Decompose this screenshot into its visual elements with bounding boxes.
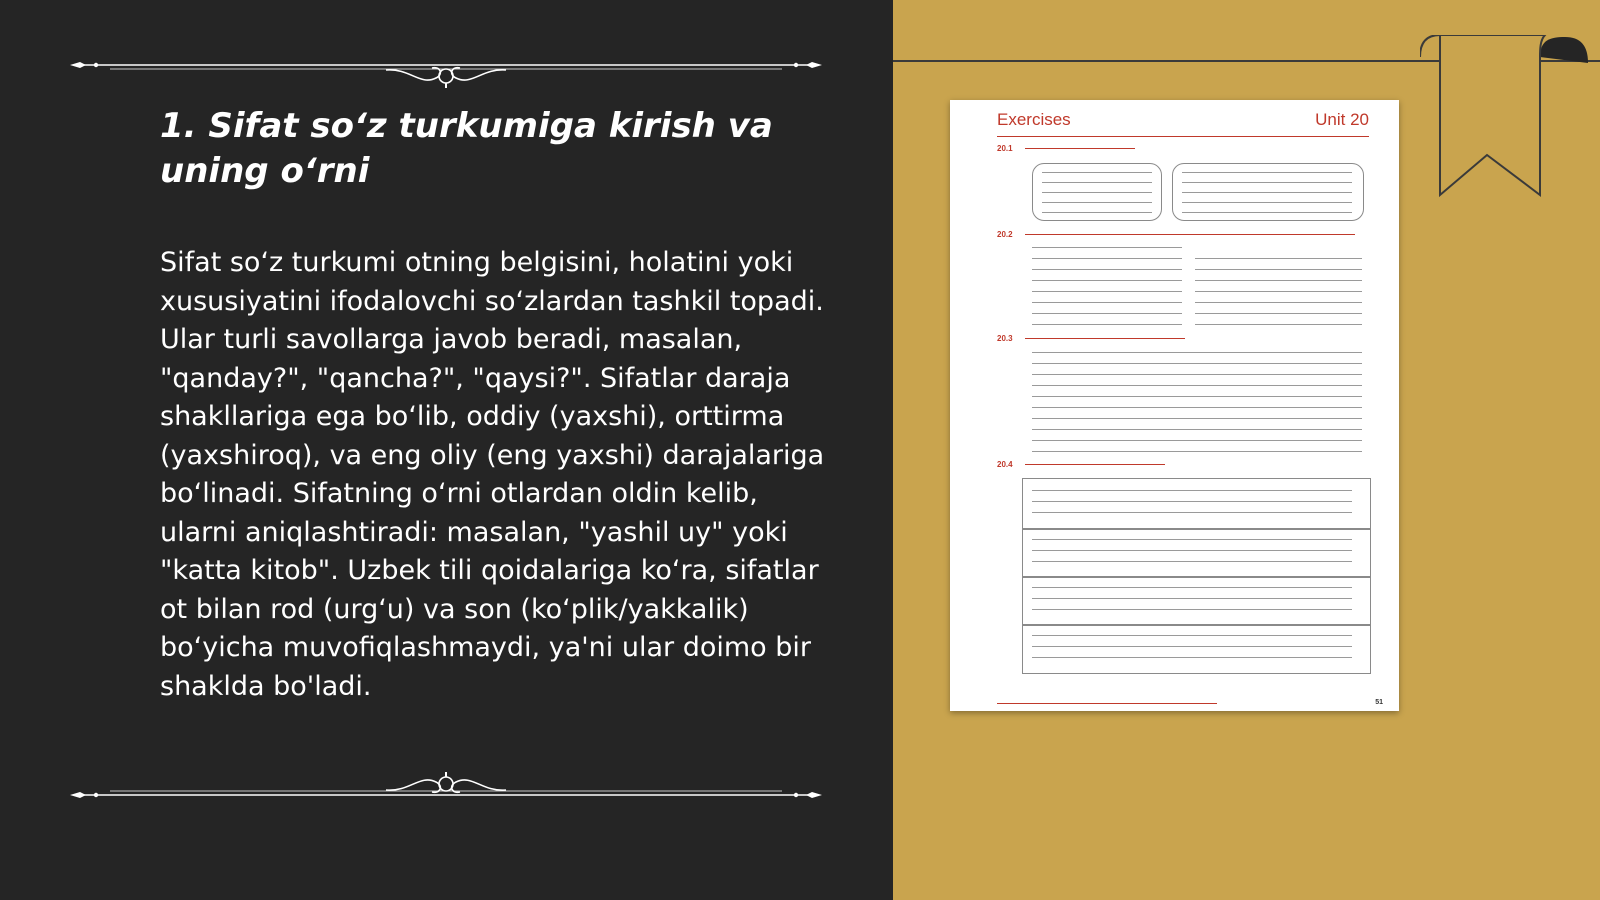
text-line: [1032, 385, 1362, 386]
ornament-divider-bottom: [70, 772, 822, 812]
text-line: [1032, 512, 1352, 513]
text-line: [1032, 429, 1362, 430]
text-line: [1032, 247, 1182, 248]
answer-line: [1195, 258, 1362, 259]
answer-line: [1195, 313, 1362, 314]
text-line: [1032, 501, 1352, 502]
footer-reference-line: [997, 703, 1217, 704]
slide-title: 1. Sifat so‘z turkumiga kirish va uning o‘rni: [160, 106, 773, 191]
text-line: [1182, 172, 1352, 173]
dialogue-box: [1022, 528, 1371, 578]
text-line: [1042, 202, 1152, 203]
text-line: [1032, 598, 1352, 599]
text-line: [1042, 212, 1152, 213]
answer-line: [1195, 302, 1362, 303]
unit-label: Unit 20: [1315, 110, 1369, 129]
section-label: 20.4: [997, 460, 1013, 469]
header-rule: [997, 136, 1369, 137]
text-line: [1032, 635, 1352, 636]
ornament-divider-top: [70, 48, 822, 88]
text-line: [1032, 258, 1182, 259]
section-label: 20.1: [997, 144, 1013, 153]
text-line: [1032, 324, 1182, 325]
text-line: [1032, 550, 1352, 551]
text-line: [1032, 490, 1352, 491]
text-line: [1032, 539, 1352, 540]
textbook-page-image: [950, 100, 1399, 711]
text-line: [1032, 451, 1362, 452]
text-line: [1042, 182, 1152, 183]
text-line: [1032, 396, 1362, 397]
text-line: [1032, 352, 1362, 353]
text-line: [1032, 269, 1182, 270]
answer-line: [1195, 269, 1362, 270]
text-line: [1032, 374, 1362, 375]
text-line: [1042, 172, 1152, 173]
text-line: [1032, 440, 1362, 441]
exercises-heading: Exercises: [997, 110, 1071, 129]
text-line: [1182, 202, 1352, 203]
instruction-line: [1025, 464, 1165, 465]
text-line: [1032, 418, 1362, 419]
text-line: [1182, 182, 1352, 183]
section-label: 20.2: [997, 230, 1013, 239]
text-line: [1182, 192, 1352, 193]
text-line: [1032, 280, 1182, 281]
answer-line: [1195, 280, 1362, 281]
instruction-line: [1025, 234, 1355, 235]
bookmark-icon: [1420, 35, 1595, 200]
text-line: [1032, 302, 1182, 303]
dialogue-box: [1022, 576, 1371, 626]
section-label: 20.3: [997, 334, 1013, 343]
dialogue-box: [1022, 624, 1371, 674]
text-line: [1032, 291, 1182, 292]
text-line: [1032, 657, 1352, 658]
instruction-line: [1025, 338, 1185, 339]
text-line: [1032, 609, 1352, 610]
text-line: [1032, 363, 1362, 364]
instruction-line: [1025, 148, 1135, 149]
text-line: [1032, 313, 1182, 314]
text-line: [1032, 587, 1352, 588]
answer-line: [1195, 291, 1362, 292]
text-line: [1182, 212, 1352, 213]
text-line: [1032, 407, 1362, 408]
dialogue-box: [1022, 478, 1371, 530]
page-number: 51: [1375, 699, 1383, 706]
textbook-page-header: [997, 110, 1369, 136]
slide-body-text: Sifat so‘z turkumi otning belgisini, holatini yoki xususiyatini ifodalovchi so‘zlardan tashkil topadi. Ular turli savollarga javob beradi, masalan, "qanday?", "qancha?", "qaysi?". Sifatlar daraja shakllariga ega bo‘lib, oddiy (yaxshi), orttirma (yaxshiroq), va eng oliy (eng yaxshi) darajalariga bo‘linadi. Sifatning o‘rni otlardan oldin kelib, ularni aniqlashtiradi: masalan, "yashil uy" yoki "katta kitob". Uzbek tili qoidalariga ko‘ra, sifatlar ot bilan rod (urg‘u) va son (ko‘plik/yakkalik) bo‘yicha muvofiqlashmaydi, ya'ni ular doimo bir shaklda bo'ladi.: [160, 247, 825, 702]
text-line: [1032, 646, 1352, 647]
text-line: [1042, 192, 1152, 193]
text-line: [1032, 561, 1352, 562]
answer-line: [1195, 324, 1362, 325]
